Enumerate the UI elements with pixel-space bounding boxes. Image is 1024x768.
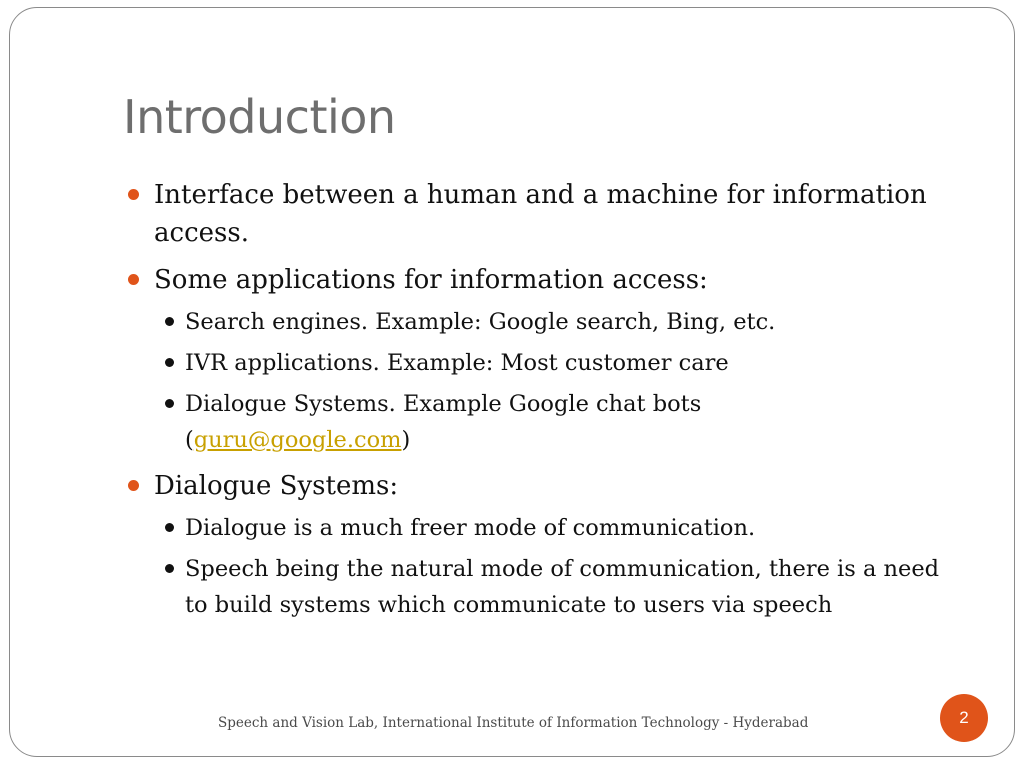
- email-link[interactable]: guru@google.com: [193, 427, 402, 453]
- bullet-text: Dialogue Systems:: [154, 471, 399, 501]
- link-close-paren: ): [401, 427, 411, 453]
- slide-frame: [9, 7, 1015, 757]
- sub-bullet-item: [128, 386, 948, 458]
- bullet-text: Interface between a human and a machine for information access.: [154, 180, 927, 248]
- sub-bullet-text: Search engines. Example: Google search, Bing, etc.: [185, 309, 776, 335]
- sub-bullet-dot-icon: [165, 564, 174, 573]
- sub-bullet-text: Speech being the natural mode of communication, there is a need to build systems which communicate to users via speech: [185, 556, 940, 618]
- sub-bullet-dot-icon: [165, 358, 174, 367]
- sub-bullet-item: [128, 551, 948, 623]
- sub-bullet-item: [128, 510, 948, 546]
- bullet-item: [128, 261, 948, 299]
- bullet-dot-icon: [128, 480, 139, 491]
- sub-bullet-item: [128, 304, 948, 340]
- link-open-paren: (: [185, 427, 194, 453]
- sub-bullet-dot-icon: [165, 317, 174, 326]
- bullet-dot-icon: [128, 274, 139, 285]
- bullet-list: [128, 176, 948, 623]
- sub-bullet-item: [128, 345, 948, 381]
- sub-bullet-text: Dialogue Systems. Example Google chat bots: [185, 391, 702, 417]
- slide-footer: Speech and Vision Lab, International Institute of Information Technology - Hyderabad: [218, 715, 809, 731]
- bullet-text: Some applications for information access:: [154, 265, 708, 295]
- page-number-badge: 2: [940, 694, 988, 742]
- slide-title: Introduction: [123, 90, 396, 144]
- sub-bullet-dot-icon: [165, 399, 174, 408]
- bullet-item: [128, 467, 948, 505]
- sub-bullet-text: IVR applications. Example: Most customer care: [185, 350, 729, 376]
- sub-bullet-dot-icon: [165, 523, 174, 532]
- bullet-dot-icon: [128, 189, 139, 200]
- sub-bullet-text: Dialogue is a much freer mode of communication.: [185, 515, 756, 541]
- bullet-item: [128, 176, 948, 252]
